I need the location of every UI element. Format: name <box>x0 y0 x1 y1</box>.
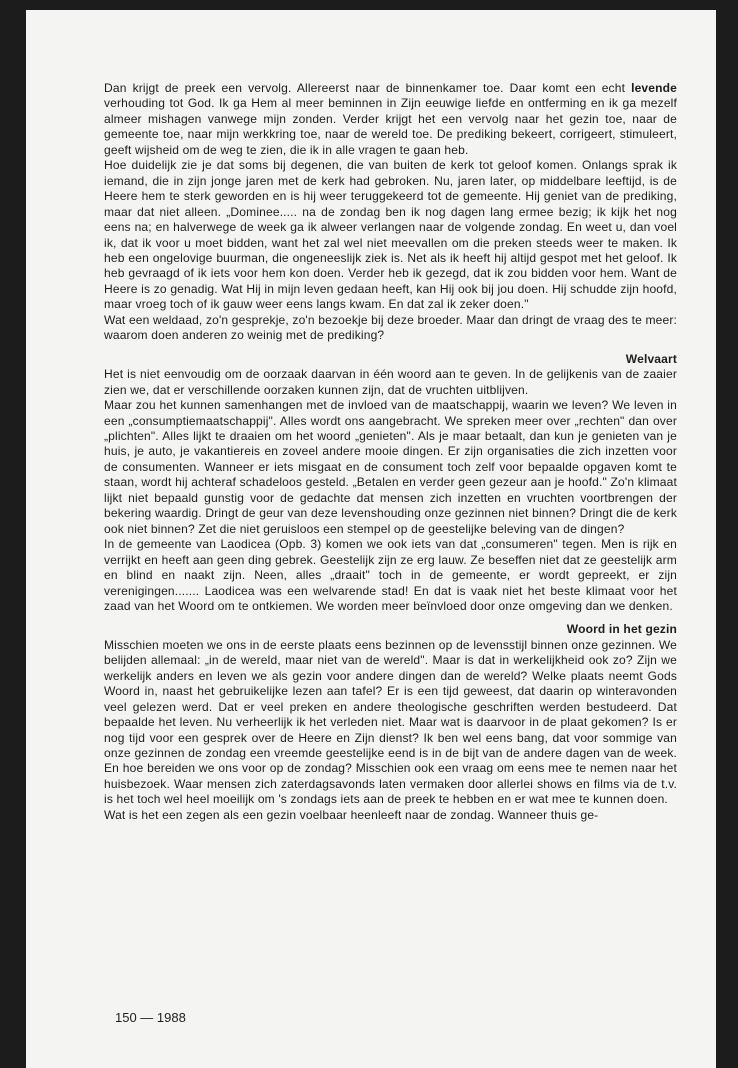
paragraph: Wat is het een zegen als een gezin voelbaar heenleeft naar de zondag. Wanneer thuis ge- <box>104 807 599 822</box>
article-body <box>104 81 677 823</box>
paragraph: Dan krijgt de preek een vervolg. Allereerst naar de binnenkamer toe. Daar komt een echt levende verhouding tot God. Ik ga Hem al meer beminnen in Zijn eeuwige liefde en ontferming en ik ga mezelf almeer mishagen vanwege mijn zonden. Verder krijgt het een vervolg naar het gezin toe, naar de gemeente toe, naar mijn werkkring toe, naar de wereld toe. De prediking bekeert, corrigeert, stimuleert, geeft wijsheid om de weg te zien, die ik in alle vragen te gaan heb. <box>104 81 677 157</box>
bold-word: levende <box>631 81 677 95</box>
paragraph: In de gemeente van Laodicea (Opb. 3) komen we ook iets van dat „consumeren" tegen. Men is rijk en verrijkt en heeft aan geen ding gebrek. Geestelijk zijn ze erg lauw. Ze beseffen niet dat ze geestelijk arm en blind en naakt zijn. Neen, alles „draait" toch in de gemeente, er wordt gepreekt, er zijn verenigingen....... Laodicea was een welvarende stad! En dat is vaak niet het beste klimaat voor het zaad van het Woord om te ontkiemen. We worden meer beïnvloed door onze omgeving dan we denken. <box>104 537 677 613</box>
page <box>26 10 716 1068</box>
paragraph: Maar zou het kunnen samenhangen met de invloed van de maatschappij, waarin we leven? We leven in een „consumptiemaatschappij". Alles wordt ons aangebracht. We spreken meer over „rechten" dan over „plichten". Alles lijkt te draaien om het woord „genieten". Als je maar betaalt, dan kun je genieten van je huis, je auto, je vakantiereis en zoveel andere mooie dingen. Er zijn organisaties die zich inzetten voor de consumenten. Wanneer er iets misgaat en de consument toch zelf voor bepaalde opgaven komt te staan, wordt hij achteraf schadeloos gesteld. „Betalen en verder geen gezeur aan je hoofd." Zo'n klimaat lijkt niet bepaald gunstig voor de gedachte dat mensen zich inzetten en vruchten voortbrengen der bekering waardig. Dringt de geur van deze levenshouding onze gezinnen niet binnen? Dringt die de kerk ook niet binnen? Zet die niet geruisloos een stempel op de geestelijke beleving van de dingen? <box>104 398 677 536</box>
section-heading-woord-in-het-gezin: Woord in het gezin <box>566 622 677 637</box>
section-heading-welvaart: Welvaart <box>625 351 677 366</box>
paragraph: Wat een weldaad, zo'n gesprekje, zo'n bezoekje bij deze broeder. Maar dan dringt de vraag des te meer: waarom doen anderen zo weinig met de prediking? <box>104 312 677 343</box>
paragraph: Hoe duidelijk zie je dat soms bij degenen, die van buiten de kerk tot geloof komen. Onlangs sprak ik iemand, die in zijn jonge jaren met de kerk had gebroken. Nu, jaren later, op middelbare leeftijd, is de Heere hem te sterk geworden en is hij weer teruggekeerd tot de gemeente. Hij geniet van de prediking, maar dat niet alleen. „Dominee..... na de zondag ben ik nog dagen lang ermee bezig; ik kijk het nog eens na; en halverwege de week ga ik alweer verlangen naar de volgende zondag. En weet u, dan voel ik, dat ik voor u moet bidden, want het zal wel niet meevallen om die preken steeds weer te maken. Ik heb een ongelovige buurman, die ongeneeslijk ziek is. Net als ik heeft hij altijd gespot met het geloof. Ik heb gevraagd of ik iets voor hem kon doen. Verder heb ik gezegd, dat ik zou bidden voor hem. Want de Heere is zo genadig. Wat Hij in mijn leven gedaan heeft, kan Hij ook bij jou doen. Hij schudde zijn hoofd, maar vroeg toch of ik gauw weer eens langs kwam. En dat zal ik zeker doen." <box>104 158 677 312</box>
paragraph: Het is niet eenvoudig om de oorzaak daarvan in één woord aan te geven. In de gelijkenis van de zaaier zien we, dat er verschillende oorzaken kunnen zijn, dat de vruchten uitblijven. <box>104 367 677 397</box>
page-number: 150 — 1988 <box>115 1010 186 1025</box>
paragraph: Misschien moeten we ons in de eerste plaats eens bezinnen op de levensstijl binnen onze gezinnen. We belijden allemaal: „in de wereld, maar niet van de wereld". Maar is dat in werkelijkheid ook zo? Zijn we werkelijk anders en leven we als gezin voor andere dingen dan de wereld? Welke plaats neemt Gods Woord in, naast het gebruikelijke lezen aan tafel? Er is een tijd geweest, dat daarin op winteravonden veel gelezen werd. Dat er veel preken en andere theologische geschriften werden bestudeerd. Dat bepaalde het leven. Nu verheerlijk ik het verleden niet. Maar wat is daarvoor in de plaat gekomen? Is er nog tijd voor een gesprek over de Heere en Zijn dienst? Ik ben wel eens bang, dat voor sommige van onze gezinnen de zondag een vreemde geestelijke eend is in de bijt van de andere dagen van de week. En hoe bereiden we ons voor op de zondag? Misschien ook een vraag om eens mee te nemen naar het huisbezoek. Waar mensen zich zaterdagsavonds laten vermaken door allerlei shows en films via de t.v. is het toch wel heel moeilijk om 's zondags iets aan de preek te hebben en er wat mee te kunnen doen. <box>104 637 677 807</box>
